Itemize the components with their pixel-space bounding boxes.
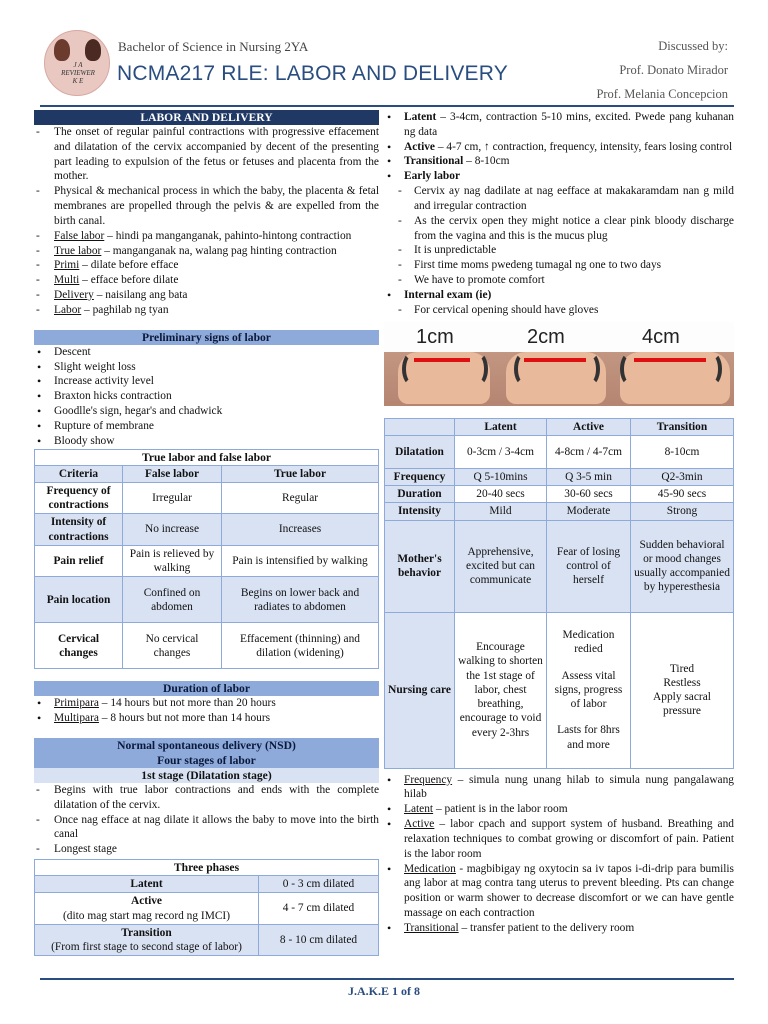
true-false-table — [34, 465, 379, 670]
label-4cm: 4cm — [642, 325, 680, 348]
table-cell: Q2-3min — [631, 468, 734, 485]
table-cell: 30-60 secs — [547, 486, 631, 503]
list-item: - We have to promote comfort — [384, 273, 734, 288]
table-cell: Tired Restless Apply sacral pressure — [631, 612, 734, 768]
stage1-heading: 1st stage (Dilatation stage) — [34, 768, 379, 783]
table-cell: Q 3-5 min — [547, 468, 631, 485]
table-cell: Begins on lower back and radiates to abdomen — [222, 577, 379, 623]
page-title: NCMA217 RLE: LABOR AND DELIVERY — [117, 62, 508, 85]
label-2cm: 2cm — [527, 325, 565, 348]
table-cell: 4 - 7 cm dilated — [259, 893, 379, 925]
list-item: - As the cervix open they might notice a clear pink bloody discharge from the vagina and this is the mucus plug — [384, 214, 734, 244]
footer-divider — [40, 978, 734, 980]
list-item: • Descent — [34, 345, 379, 360]
list-item: • Increase activity level — [34, 374, 379, 389]
phases-table — [34, 875, 379, 956]
list-item: - First time moms pwedeng tumagal ng one to two days — [384, 258, 734, 273]
list-item: • Primipara – 14 hours but not more than 20 hours — [34, 696, 379, 711]
preliminary-list — [34, 345, 379, 449]
table-header: False labor — [123, 465, 222, 482]
table-cell: 4-8cm / 4-7cm — [547, 435, 631, 468]
list-item: - It is unpredictable — [384, 243, 734, 258]
list-item: • Latent – patient is in the labor room — [384, 802, 734, 817]
list-item: - Cervix ay nag dadilate at nag eefface at makakaramdam nan g mild and irregular contraction — [384, 184, 734, 214]
list-item: • Transitional – 8-10cm — [384, 154, 734, 169]
table-cell: Active (dito mag start mag record ng IMCI) — [35, 893, 259, 925]
table-cell: 0 - 3 cm dilated — [259, 876, 379, 893]
table-cell: Irregular — [123, 482, 222, 514]
list-item: - Labor – paghilab ng tyan — [34, 303, 379, 318]
table-cell: Mild — [455, 503, 547, 520]
list-item: • Transitional – transfer patient to the delivery room — [384, 921, 734, 936]
list-item: - Primi – dilate before efface — [34, 258, 379, 273]
phases-caption: Three phases — [34, 859, 379, 875]
table-cell: Dilatation — [385, 435, 455, 468]
duration-list — [34, 696, 379, 726]
list-item: - Once nag efface at nag dilate it allows the baby to move into the birth canal — [34, 813, 379, 843]
phase-definitions-list — [384, 773, 734, 936]
table-cell: 8 - 10 cm dilated — [259, 924, 379, 956]
table-cell: Apprehensive, excited but can communicate — [455, 520, 547, 612]
list-item: - False labor – hindi pa manganganak, pahinto-hintong contraction — [34, 229, 379, 244]
table-cell: 20-40 secs — [455, 486, 547, 503]
reviewer-logo: J A REVIEWER K E — [44, 30, 110, 96]
table-cell: Duration — [385, 486, 455, 503]
table-cell: Q 5-10mins — [455, 468, 547, 485]
phase-notes-list — [384, 110, 734, 318]
list-item: • Bloody show — [34, 434, 379, 449]
list-item: • Early labor - Cervix ay nag dadilate at nag eefface at makakaramdam nan g mild and irregular contraction - As the cervix open they might notice a clear pink bloody discharge from the vagina and this is the mucus plug - It is unpredictable - First time moms pwedeng tumagal ng one to two days - We have to promote comfort — [384, 169, 734, 288]
table-cell: Pain relief — [35, 545, 123, 577]
list-item: • Frequency – simula nung unang hilab to simula nung pangalawang hilab — [384, 773, 734, 803]
true-false-caption: True labor and false labor — [34, 449, 379, 465]
internal-exam-list — [384, 303, 734, 318]
table-cell: Effacement (thinning) and dilation (widening) — [222, 623, 379, 669]
labor-delivery-list — [34, 125, 379, 318]
table-cell: Pain is intensified by walking — [222, 545, 379, 577]
right-column — [384, 110, 734, 936]
list-item: • Latent – 3-4cm, contraction 5-10 mins, excited. Pwede pang kuhanan ng data — [384, 110, 734, 140]
table-header: Active — [547, 418, 631, 435]
list-item: - Physical & mechanical process in which the baby, the placenta & fetal membranes are propelled through the pelvis & are expelled from the birth canal. — [34, 184, 379, 228]
table-cell: Intensity — [385, 503, 455, 520]
list-item: - True labor – manganganak na, walang pag hinting contraction — [34, 244, 379, 259]
table-cell: Strong — [631, 503, 734, 520]
table-cell: Mother's behavior — [385, 520, 455, 612]
discussed-by: Discussed by: Prof. Donato Mirador Prof. Melania Concepcion — [596, 34, 728, 106]
list-item: • Active – 4-7 cm, ↑ contraction, frequency, intensity, fears losing control — [384, 140, 734, 155]
table-cell: Pain is relieved by walking — [123, 545, 222, 577]
table-cell: Encourage walking to shorten the 1st stage of labor, chest breathing, encourage to void every 2-3hrs — [455, 612, 547, 768]
table-header: Latent — [455, 418, 547, 435]
list-item: - Begins with true labor contractions and ends with the complete dilatation of the cervix. — [34, 783, 379, 813]
table-cell: Moderate — [547, 503, 631, 520]
page-header — [0, 0, 768, 108]
table-header: True labor — [222, 465, 379, 482]
list-item: - The onset of regular painful contractions with progressive effacement and dilatation of the cervix accompanied by decent of the presenting part leading to expulsion of the fetus or fetuses and placenta from the mother. — [34, 125, 379, 184]
table-cell: Latent — [35, 876, 259, 893]
table-header: Criteria — [35, 465, 123, 482]
table-cell: Transition (From first stage to second stage of labor) — [35, 924, 259, 956]
left-column — [34, 110, 379, 956]
table-cell: Cervical changes — [35, 623, 123, 669]
professor-1: Prof. Donato Mirador — [619, 63, 728, 77]
section-heading-nsd: Normal spontaneous delivery (NSD) Four stages of labor — [34, 738, 379, 768]
table-cell: 0-3cm / 3-4cm — [455, 435, 547, 468]
table-cell: Frequency — [385, 468, 455, 485]
section-heading-labor-delivery: LABOR AND DELIVERY — [34, 110, 379, 125]
table-cell: No cervical changes — [123, 623, 222, 669]
table-cell: 45-90 secs — [631, 486, 734, 503]
list-item: • Active – labor cpach and support system of husband. Breathing and relaxation techniques to combat growing or discomfort of pain. Patient is the labor room — [384, 817, 734, 861]
table-cell: No increase — [123, 514, 222, 546]
table-header — [385, 418, 455, 435]
list-item: - For cervical opening should have gloves — [384, 303, 734, 318]
table-cell: Increases — [222, 514, 379, 546]
early-labor-list — [384, 184, 734, 288]
list-item: • Slight weight loss — [34, 360, 379, 375]
list-item: • Goodlle's sign, hegar's and chadwick — [34, 404, 379, 419]
professor-2: Prof. Melania Concepcion — [596, 87, 728, 101]
label-1cm: 1cm — [416, 325, 454, 348]
list-item: - Delivery – naisilang ang bata — [34, 288, 379, 303]
section-heading-duration: Duration of labor — [34, 681, 379, 696]
list-item: - Multi – efface before dilate — [34, 273, 379, 288]
header-divider — [40, 105, 734, 107]
table-header: Transition — [631, 418, 734, 435]
stage1-list — [34, 783, 379, 857]
cervical-dilation-illustration — [384, 322, 734, 406]
table-cell: Medication redied Assess vital signs, progress of labor Lasts for 8hrs and more — [547, 612, 631, 768]
list-item: • Internal exam (ie) - For cervical opening should have gloves — [384, 288, 734, 318]
list-item: • Medication - magbibigay ng oxytocin sa iv tapos i-di-drip para bumilis ang labor at mag contra tang uterus to prevent bleeding. Pts can change position or warm shower to decrease discomfort or we can have gentle massage on each contraction — [384, 862, 734, 921]
list-item: - Longest stage — [34, 842, 379, 857]
table-cell: 8-10cm — [631, 435, 734, 468]
table-cell: Regular — [222, 482, 379, 514]
program-name: Bachelor of Science in Nursing 2YA — [118, 39, 309, 54]
list-item: • Multipara – 8 hours but not more than 14 hours — [34, 711, 379, 726]
table-cell: Pain location — [35, 577, 123, 623]
table-cell: Nursing care — [385, 612, 455, 768]
table-cell: Intensity of contractions — [35, 514, 123, 546]
table-cell: Confined on abdomen — [123, 577, 222, 623]
page-footer: J.A.K.E 1 of 8 — [348, 984, 420, 998]
section-heading-preliminary: Preliminary signs of labor — [34, 330, 379, 345]
list-item: • Braxton hicks contraction — [34, 389, 379, 404]
table-cell: Fear of losing control of herself — [547, 520, 631, 612]
table-cell: Sudden behavioral or mood changes usually accompanied by hyperesthesia — [631, 520, 734, 612]
list-item: • Rupture of membrane — [34, 419, 379, 434]
table-cell: Frequency of contractions — [35, 482, 123, 514]
labor-phase-table — [384, 418, 734, 769]
